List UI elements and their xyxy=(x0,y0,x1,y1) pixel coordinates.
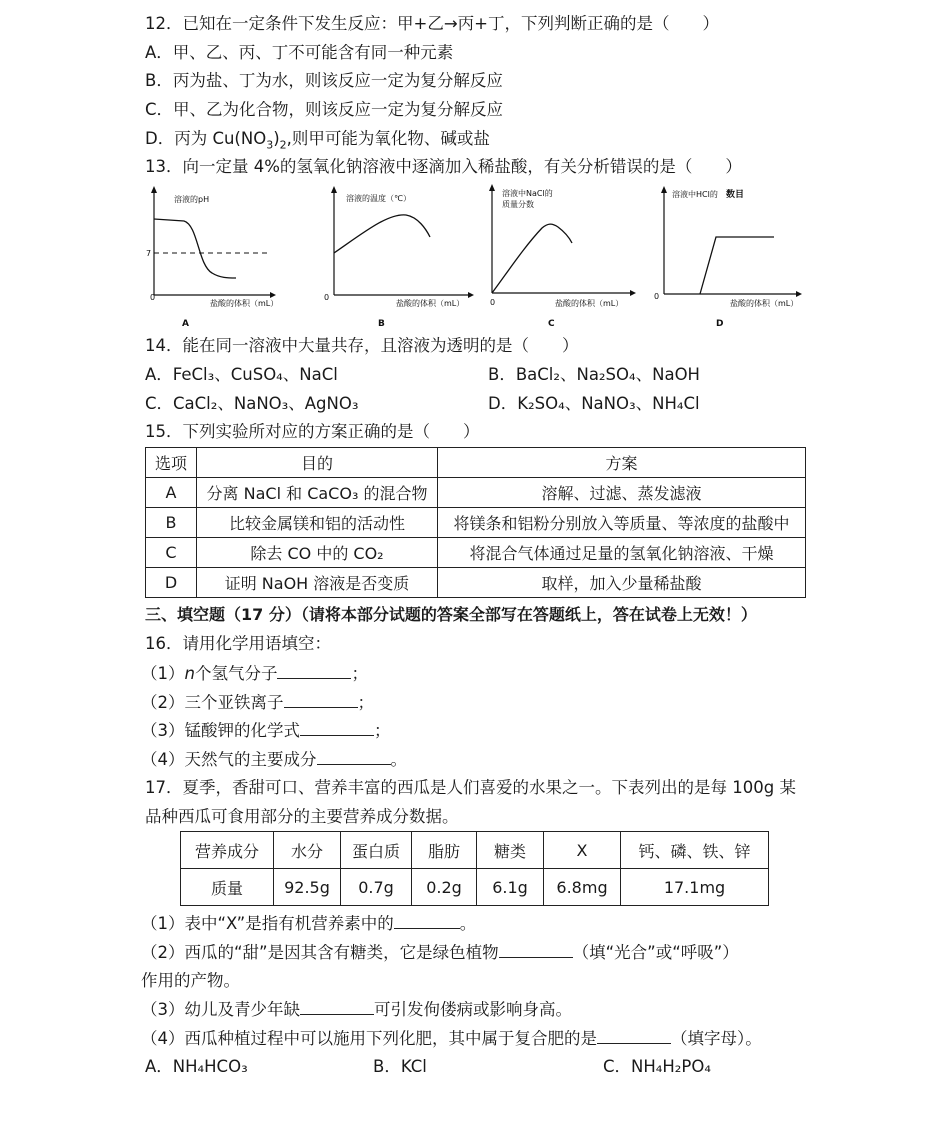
table-header-cell: 选项 xyxy=(146,448,197,478)
table-cell: 6.1g xyxy=(477,869,544,906)
graph-d xyxy=(650,183,810,333)
q15-table xyxy=(145,447,806,598)
q17-sub-2-cont: 作用的产物。 xyxy=(141,971,240,990)
q17-option-c: C．NH₄H₂PO₄ xyxy=(603,1057,711,1076)
table-cell: B xyxy=(146,508,197,538)
graph-d-x-arrow xyxy=(796,291,802,297)
table-cell: 除去 CO 中的 CO₂ xyxy=(197,538,438,568)
graph-c-curve xyxy=(492,224,572,293)
q17-sub-3: （3）幼儿及青少年缺 可引发佝偻病或影响身高。 xyxy=(141,1000,572,1019)
q17-sub-2: （2）西瓜的“甜”是因其含有糖类，它是绿色植物 （填“光合”或“呼吸”） xyxy=(141,943,739,962)
graph-d-origin: 0 xyxy=(654,292,660,301)
table-cell: 17.1mg xyxy=(621,869,769,906)
q17-option-a: A．NH₄HCO₃ xyxy=(145,1057,248,1076)
graph-c-ylabel: 溶液中NaCl的 xyxy=(502,189,553,198)
table-cell: 质量 xyxy=(181,869,274,906)
table-cell: 0.2g xyxy=(412,869,477,906)
graph-d-ylabel-bold: 数目 xyxy=(726,190,745,200)
graph-a-ylabel: 溶液的pH xyxy=(174,195,210,204)
graph-b xyxy=(318,183,478,333)
table-row xyxy=(146,508,806,538)
graph-d-letter: D xyxy=(716,319,724,329)
q16-item-4: （4）天然气的主要成分 。 xyxy=(141,750,407,769)
table-cell: 0.7g xyxy=(341,869,412,906)
table-row xyxy=(181,869,769,906)
table-cell: A xyxy=(146,478,197,508)
q17-stem-line1: 17．夏季，香甜可口、营养丰富的西瓜是人们喜爱的水果之一。下表列出的是每 100g 某 xyxy=(145,778,796,797)
graph-d-curve xyxy=(700,237,774,294)
q15-stem: 15．下列实验所对应的方案正确的是（ ） xyxy=(145,422,480,441)
table-cell: 将混合气体通过足量的氢氧化钠溶液、干燥 xyxy=(438,538,806,568)
graph-c xyxy=(482,183,642,333)
table-cell: 分离 NaCl 和 CaCO₃ 的混合物 xyxy=(197,478,438,508)
graph-c-xlabel: 盐酸的体积（mL） xyxy=(555,299,624,308)
q17-sub-4: （4）西瓜种植过程中可以施用下列化肥，其中属于复合肥的是 （填字母）。 xyxy=(141,1029,762,1048)
graph-d-y-arrow xyxy=(661,186,667,193)
table-cell: 将镁条和铝粉分别放入等质量、等浓度的盐酸中 xyxy=(438,508,806,538)
graph-a-curve xyxy=(154,219,236,278)
table-header-row xyxy=(181,832,769,869)
q14-option-a: A．FeCl₃、CuSO₄、NaCl xyxy=(145,365,338,384)
q16-item-3: （3）锰酸钾的化学式 ； xyxy=(141,721,391,740)
table-header-cell: 糖类 xyxy=(477,832,544,869)
q12-option-a: A．甲、乙、丙、丁不可能含有同一种元素 xyxy=(145,43,454,62)
table-cell: 92.5g xyxy=(274,869,341,906)
section-3-heading: 三、填空题（17 分）（请将本部分试题的答案全部写在答题纸上，答在试卷上无效！） xyxy=(145,605,757,624)
graph-b-x-arrow xyxy=(468,292,474,298)
graph-a-letter: A xyxy=(182,319,189,329)
q12-option-b: B．丙为盐、丁为水，则该反应一定为复分解反应 xyxy=(145,71,503,90)
q13-stem: 13．向一定量 4%的氢氧化钠溶液中逐滴加入稀盐酸，有关分析错误的是（ ） xyxy=(145,157,742,176)
table-header-cell: 方案 xyxy=(438,448,806,478)
graph-b-y-arrow xyxy=(331,186,337,193)
graph-b-xlabel: 盐酸的体积（mL） xyxy=(396,299,465,308)
table-cell: 6.8mg xyxy=(544,869,621,906)
table-cell: D xyxy=(146,568,197,598)
graph-c-ylabel2: 质量分数 xyxy=(502,200,534,209)
graph-b-letter: B xyxy=(378,319,385,329)
q14-option-c: C．CaCl₂、NaNO₃、AgNO₃ xyxy=(145,394,359,413)
table-row xyxy=(146,538,806,568)
q12-option-c: C．甲、乙为化合物，则该反应一定为复分解反应 xyxy=(145,100,504,119)
q17-option-b: B．KCl xyxy=(373,1057,427,1076)
table-header-cell: 水分 xyxy=(274,832,341,869)
table-row xyxy=(146,568,806,598)
table-header-cell: 目的 xyxy=(197,448,438,478)
q17-nutrition-table xyxy=(180,831,769,906)
graph-b-curve xyxy=(334,215,430,253)
graph-a-xlabel: 盐酸的体积（mL） xyxy=(210,299,279,308)
table-header-row xyxy=(146,448,806,478)
graph-c-y-arrow xyxy=(489,184,495,191)
q12-option-d: D．丙为 $Cu(NO_3)_2$,则甲可能为氧化物、碱或盐 xyxy=(145,129,490,152)
table-cell: 溶解、过滤、蒸发滤液 xyxy=(438,478,806,508)
table-row xyxy=(146,478,806,508)
graph-a-y-arrow xyxy=(151,186,157,193)
table-header-cell: 钙、磷、铁、锌 xyxy=(621,832,769,869)
q14-stem: 14．能在同一溶液中大量共存，且溶液为透明的是（ ） xyxy=(145,336,579,355)
graph-a xyxy=(140,183,280,333)
graph-c-letter: C xyxy=(548,319,555,329)
q16-stem: 16．请用化学用语填空： xyxy=(145,634,331,653)
graph-b-ylabel: 溶液的温度（℃） xyxy=(346,194,411,203)
q17-sub-1: （1）表中“X”是指有机营养素中的 。 xyxy=(141,914,477,933)
graph-a-origin: 0 xyxy=(150,293,156,302)
graph-c-origin: 0 xyxy=(490,298,496,307)
q14-option-b: B．BaCl₂、Na₂SO₄、NaOH xyxy=(488,365,700,384)
graph-a-tick-7: 7 xyxy=(146,249,152,258)
table-header-cell: X xyxy=(544,832,621,869)
q17-stem-line2: 品种西瓜可食用部分的主要营养成分数据。 xyxy=(145,807,459,826)
graph-d-ylabel: 溶液中HCl的 xyxy=(672,190,718,199)
table-cell: 取样，加入少量稀盐酸 xyxy=(438,568,806,598)
q16-item-1: （1）n个氢气分子 ； xyxy=(141,664,368,683)
graph-c-x-arrow xyxy=(630,290,636,296)
q16-item-2: （2）三个亚铁离子 ； xyxy=(141,693,374,712)
table-cell: 证明 NaOH 溶液是否变质 xyxy=(197,568,438,598)
table-cell: C xyxy=(146,538,197,568)
table-header-cell: 蛋白质 xyxy=(341,832,412,869)
graph-a-x-arrow xyxy=(270,292,276,298)
table-header-cell: 营养成分 xyxy=(181,832,274,869)
graph-b-origin: 0 xyxy=(324,293,330,302)
graph-d-xlabel: 盐酸的体积（mL） xyxy=(730,299,799,308)
table-cell: 比较金属镁和铝的活动性 xyxy=(197,508,438,538)
table-header-cell: 脂肪 xyxy=(412,832,477,869)
q12-stem: 12．已知在一定条件下发生反应：甲+乙→丙+丁，下列判断正确的是（ ） xyxy=(145,14,719,33)
q14-option-d: D．K₂SO₄、NaNO₃、NH₄Cl xyxy=(488,394,700,413)
